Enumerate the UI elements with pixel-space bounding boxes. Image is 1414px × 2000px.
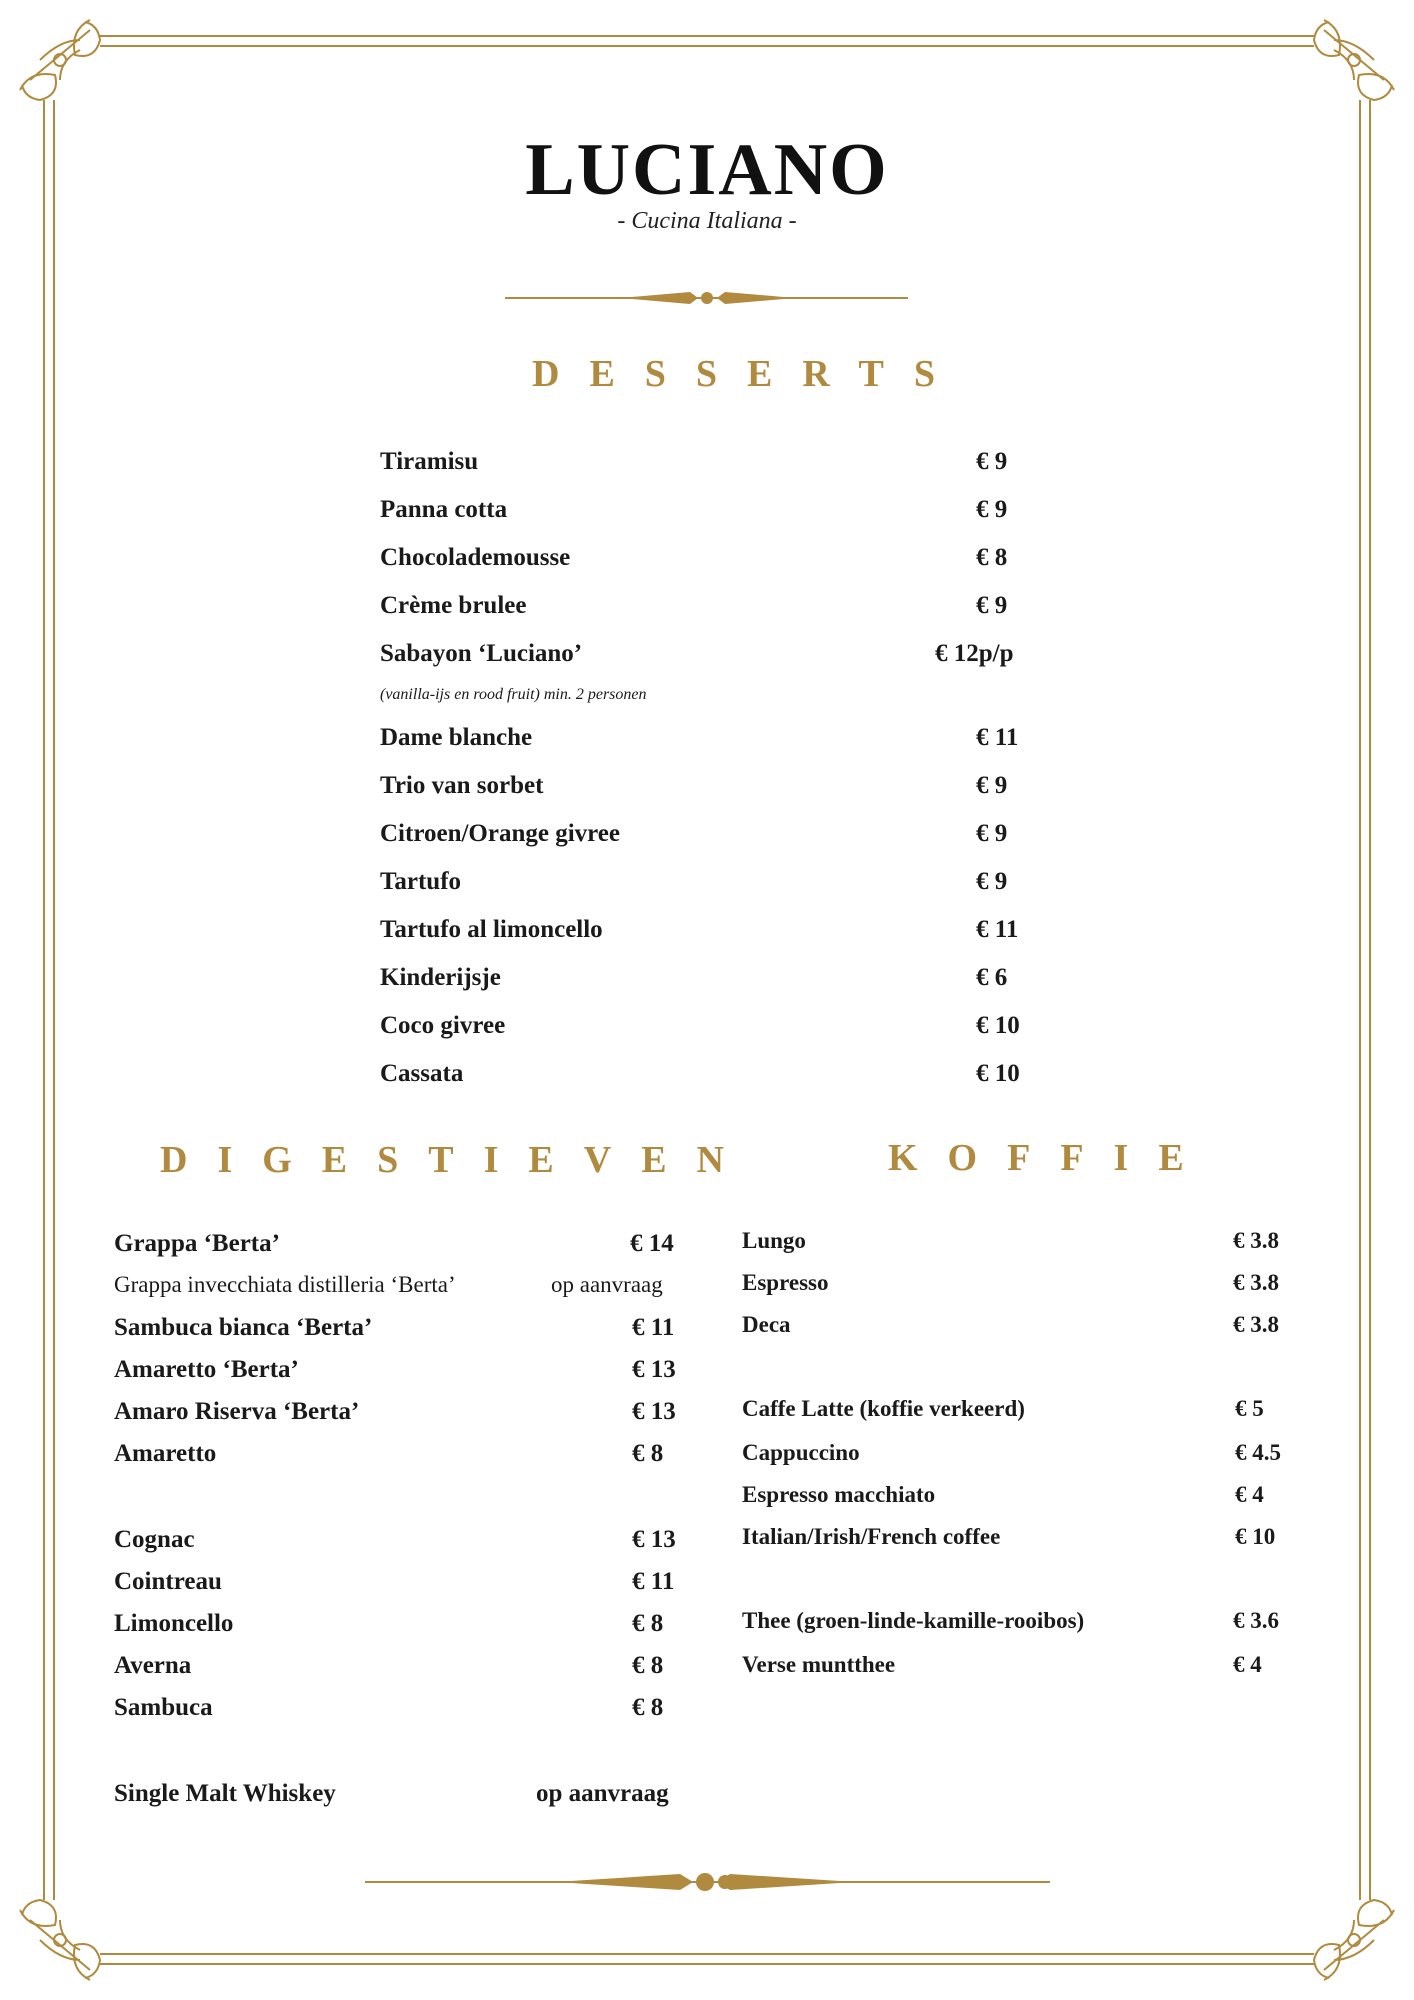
koffie-price: € 3.8 <box>1233 1312 1279 1337</box>
dessert-item <box>380 496 1030 536</box>
dessert-item <box>380 772 1030 812</box>
dessert-name: Coco givree <box>380 1012 506 1039</box>
digestief-price: € 8 <box>632 1694 664 1721</box>
dessert-name: Tiramisu <box>380 448 479 475</box>
dessert-price: € 10 <box>976 1060 1020 1087</box>
dessert-name: Crème brulee <box>380 592 527 619</box>
digestief-price: € 13 <box>632 1526 676 1553</box>
digestief-item <box>114 1694 714 1734</box>
dessert-price: € 9 <box>976 496 1008 523</box>
koffie-item <box>742 1652 1302 1692</box>
digestief-item <box>114 1356 714 1396</box>
koffie-item <box>742 1524 1302 1564</box>
digestief-price: op aanvraag <box>551 1272 663 1297</box>
digestief-price: € 11 <box>632 1568 675 1595</box>
digestief-name: Sambuca <box>114 1694 213 1721</box>
corner-ornament-bottom-right <box>1314 1900 1394 1980</box>
koffie-name: Cappuccino <box>742 1440 860 1465</box>
dessert-price: € 9 <box>976 820 1008 847</box>
koffie-price: € 5 <box>1235 1396 1264 1421</box>
digestief-name: Sambuca bianca ‘Berta’ <box>114 1314 373 1341</box>
dessert-price: € 9 <box>976 448 1008 475</box>
digestief-price: € 11 <box>632 1314 675 1341</box>
corner-ornament-top-right <box>1314 20 1394 100</box>
dessert-name: Tartufo al limoncello <box>380 916 603 943</box>
dessert-item <box>380 724 1030 764</box>
koffie-name: Verse muntthee <box>742 1652 896 1677</box>
dessert-price: € 9 <box>976 592 1008 619</box>
koffie-name: Lungo <box>742 1228 806 1253</box>
digestieven-title: DIGESTIEVEN <box>160 1139 754 1181</box>
digestief-item <box>114 1610 714 1650</box>
dessert-name: Panna cotta <box>380 496 508 523</box>
corner-ornament-bottom-left <box>20 1900 100 1980</box>
dessert-name: Kinderijsje <box>380 964 501 991</box>
dessert-price: € 11 <box>976 916 1019 943</box>
koffie-item <box>742 1608 1302 1648</box>
digestief-name: Amaro Riserva ‘Berta’ <box>114 1398 360 1425</box>
koffie-name: Espresso macchiato <box>742 1482 936 1507</box>
dessert-name: Dame blanche <box>380 724 533 751</box>
koffie-name: Italian/Irish/French coffee <box>742 1524 1001 1549</box>
dessert-item <box>380 1012 1030 1052</box>
koffie-price: € 10 <box>1235 1524 1276 1549</box>
digestief-price: € 8 <box>632 1652 664 1679</box>
divider-ornament-top <box>505 292 908 304</box>
digestief-item <box>114 1780 714 1820</box>
koffie-price: € 4 <box>1233 1652 1262 1677</box>
digestief-name: Cointreau <box>114 1568 222 1595</box>
koffie-item <box>742 1440 1302 1480</box>
dessert-price: € 9 <box>976 772 1008 799</box>
dessert-price: € 8 <box>976 544 1008 571</box>
dessert-name: Trio van sorbet <box>380 772 544 799</box>
digestief-item <box>114 1440 714 1480</box>
digestief-name: Averna <box>114 1652 192 1679</box>
dessert-item <box>380 544 1030 584</box>
digestief-name: Limoncello <box>114 1610 234 1637</box>
digestief-price: € 14 <box>630 1230 674 1257</box>
dessert-price: € 10 <box>976 1012 1020 1039</box>
digestief-price: € 13 <box>632 1356 676 1383</box>
dessert-item <box>380 448 1030 488</box>
koffie-name: Espresso <box>742 1270 829 1295</box>
koffie-price: € 4 <box>1235 1482 1264 1507</box>
dessert-item <box>380 1060 1030 1100</box>
dessert-name: Cassata <box>380 1060 464 1087</box>
digestief-name: Amaretto ‘Berta’ <box>114 1356 299 1383</box>
koffie-price: € 3.8 <box>1233 1228 1279 1253</box>
koffie-item <box>742 1228 1302 1268</box>
dessert-item <box>380 820 1030 860</box>
digestief-item <box>114 1568 714 1608</box>
dessert-price: € 12p/p <box>935 640 1014 667</box>
divider-ornament-bottom <box>365 1873 1050 1891</box>
koffie-name: Caffe Latte (koffie verkeerd) <box>742 1396 1025 1421</box>
digestief-name: Cognac <box>114 1526 195 1553</box>
dessert-name: Citroen/Orange givree <box>380 820 620 847</box>
koffie-name: Thee (groen-linde-kamille-rooibos) <box>742 1608 1085 1633</box>
koffie-item <box>742 1482 1302 1522</box>
koffie-name: Deca <box>742 1312 791 1337</box>
koffie-title: KOFFIE <box>888 1137 1214 1179</box>
digestief-name: Single Malt Whiskey <box>114 1780 336 1807</box>
restaurant-name: LUCIANO <box>525 129 889 211</box>
koffie-item <box>742 1396 1302 1436</box>
corner-ornament-top-left <box>20 20 100 100</box>
koffie-price: € 4.5 <box>1235 1440 1281 1465</box>
digestief-name: Grappa invecchiata distilleria ‘Berta’ <box>114 1272 456 1297</box>
digestief-item <box>114 1314 714 1354</box>
digestief-item <box>114 1272 714 1312</box>
digestief-price: op aanvraag <box>536 1780 669 1807</box>
dessert-name: Sabayon ‘Luciano’ <box>380 640 583 667</box>
digestief-price: € 8 <box>632 1440 664 1467</box>
digestief-price: € 8 <box>632 1610 664 1637</box>
koffie-price: € 3.6 <box>1233 1608 1279 1633</box>
digestief-name: Amaretto <box>114 1440 217 1467</box>
dessert-name: Chocolademousse <box>380 544 571 571</box>
dessert-item <box>380 868 1030 908</box>
dessert-item <box>380 964 1030 1004</box>
restaurant-tagline: - Cucina Italiana - <box>617 208 797 234</box>
desserts-title: DESSERTS <box>532 353 965 395</box>
koffie-item <box>742 1312 1302 1352</box>
digestief-item <box>114 1526 714 1566</box>
sabayon-note: (vanilla-ijs en rood fruit) min. 2 personen <box>380 686 647 703</box>
dessert-price: € 9 <box>976 868 1008 895</box>
digestief-item <box>114 1398 714 1438</box>
digestief-item <box>114 1230 714 1270</box>
koffie-price: € 3.8 <box>1233 1270 1279 1295</box>
dessert-item <box>380 592 1030 632</box>
dessert-item <box>380 640 1030 680</box>
digestief-name: Grappa ‘Berta’ <box>114 1230 280 1257</box>
digestief-item <box>114 1652 714 1692</box>
digestief-price: € 13 <box>632 1398 676 1425</box>
dessert-name: Tartufo <box>380 868 462 895</box>
dessert-price: € 11 <box>976 724 1019 751</box>
dessert-price: € 6 <box>976 964 1008 991</box>
dessert-item <box>380 916 1030 956</box>
koffie-item <box>742 1270 1302 1310</box>
